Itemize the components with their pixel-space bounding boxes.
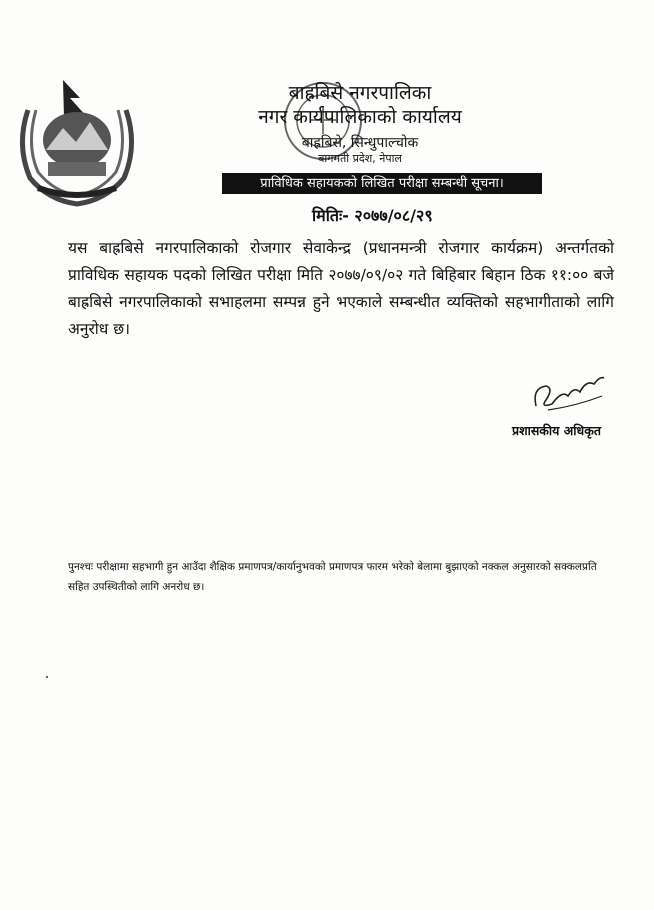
- notice-footnote: पुनश्चः परीक्षामा सहभागी हुन आउँदा शैक्षिक प्रमाणपत्र/कार्यानुभवको प्रमाणपत्र फारम भरेको बेलामा बुझाएको नक्कल अनुसारको सक्कलप्रति सहित उपस्थितीको लागि अनरोध छ।: [68, 561, 597, 593]
- notice-title: प्राविधिक सहायकको लिखित परीक्षा सम्बन्धी सूचना।: [222, 173, 542, 194]
- signatory-title: प्रशासकीय अधिकृत: [512, 423, 601, 438]
- office-header: [160, 82, 560, 166]
- office-province: बागमती प्रदेश, नेपाल: [318, 152, 402, 165]
- office-name: बाह्रबिसे नगरपालिका: [288, 82, 432, 104]
- scan-speck: [46, 676, 48, 678]
- notice-body: यस बाह्रबिसे नगरपालिकाको रोजगार सेवाकेन्द्र (प्रधानमन्त्री रोजगार कार्यक्रम) अन्तर्गतको प्राविधिक सहायक पदको लिखित परीक्षा मिति २०७७/०९/०२ गते बिहिबार बिहान ठिक ११:०० बजे बाह्रबिसे नगरपालिकाको सभाहलमा सम्पन्न हुने भएकाले सम्बन्धीत व्यक्तिको सहभागीताको लागि अनुरोध छ।: [68, 239, 614, 338]
- notice-date: मितिः- २०७७/०८/२९: [312, 206, 433, 225]
- signature-icon: [528, 366, 608, 414]
- office-address: बाह्रबिसे, सिन्धुपाल्चोक: [301, 135, 419, 151]
- office-title: नगर कार्यपालिकाको कार्यालय: [258, 106, 462, 128]
- nepal-emblem-icon: [8, 70, 146, 210]
